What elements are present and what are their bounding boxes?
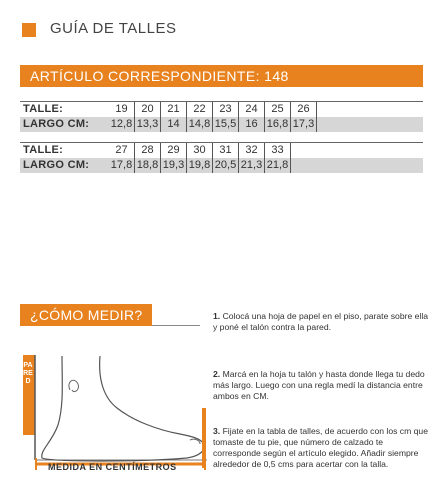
largo-row — [20, 117, 423, 132]
talle-cell: 32 — [239, 143, 265, 158]
largo-cell: 16,8 — [265, 117, 291, 132]
step-number: 2. — [213, 369, 221, 379]
step-text: Fijate en la tabla de talles, de acuerdo con los cm que tomaste de tu pie, que número de calzado te corresponde según el artículo elegido. Añadir siempre alrededor de 0,5 cms para acertar con la talla. — [213, 426, 428, 469]
step-3 — [213, 426, 428, 470]
step-number: 3. — [213, 426, 221, 436]
largo-cell: 21,3 — [239, 158, 265, 173]
largo-cell: 19,3 — [161, 158, 187, 173]
ankle-mark — [69, 380, 78, 391]
largo-label: LARGO CM: — [23, 159, 90, 171]
foot-illustration — [22, 350, 212, 480]
talle-row — [20, 143, 423, 158]
talle-cell: 19 — [109, 102, 135, 117]
step-1 — [213, 311, 428, 333]
largo-cells — [109, 158, 291, 173]
largo-cell: 16 — [239, 117, 265, 132]
article-banner: ARTÍCULO CORRESPONDIENTE: 148 — [20, 65, 423, 87]
talle-label: TALLE: — [23, 144, 64, 156]
largo-cell: 14,8 — [187, 117, 213, 132]
talle-cells — [109, 143, 291, 158]
talle-cell: 31 — [213, 143, 239, 158]
talle-cell: 33 — [265, 143, 291, 158]
measure-label: MEDIDA EN CENTÍMETROS — [48, 462, 177, 472]
talle-cell: 26 — [291, 102, 317, 117]
largo-row — [20, 158, 423, 173]
talle-row — [20, 102, 423, 117]
talle-cell: 24 — [239, 102, 265, 117]
header-accent-square — [22, 23, 36, 37]
talle-cell: 23 — [213, 102, 239, 117]
talle-cell: 20 — [135, 102, 161, 117]
talle-cell: 22 — [187, 102, 213, 117]
section-rule — [152, 325, 200, 326]
largo-cell: 17,8 — [109, 158, 135, 173]
talle-cell: 30 — [187, 143, 213, 158]
size-table-1 — [20, 102, 423, 132]
largo-label: LARGO CM: — [23, 118, 90, 130]
step-2 — [213, 369, 428, 402]
largo-cell: 21,8 — [265, 158, 291, 173]
largo-cell: 20,5 — [213, 158, 239, 173]
largo-cell: 12,8 — [109, 117, 135, 132]
talle-label: TALLE: — [23, 103, 64, 115]
wall-label: PARED — [23, 362, 33, 385]
largo-cell: 13,3 — [135, 117, 161, 132]
largo-cell: 19,8 — [187, 158, 213, 173]
largo-cells — [109, 117, 317, 132]
page-title: GUÍA DE TALLES — [50, 20, 177, 37]
talle-cell: 25 — [265, 102, 291, 117]
foot-outline — [42, 356, 205, 461]
step-text: Marcá en la hoja tu talón y hasta donde llega tu dedo más largo. Luego con una regla medí la distancia entre ambos en CM. — [213, 369, 425, 401]
largo-cell: 14 — [161, 117, 187, 132]
largo-cell: 17,3 — [291, 117, 317, 132]
largo-cell: 15,5 — [213, 117, 239, 132]
size-table-2 — [20, 143, 423, 173]
step-text: Colocá una hoja de papel en el piso, parate sobre ella y poné el talón contra la pared. — [213, 311, 429, 332]
talle-cell: 29 — [161, 143, 187, 158]
talle-cell: 28 — [135, 143, 161, 158]
how-to-measure-banner: ¿CÓMO MEDIR? — [20, 304, 152, 326]
largo-cell: 18,8 — [135, 158, 161, 173]
talle-cells — [109, 102, 317, 117]
talle-cell: 21 — [161, 102, 187, 117]
step-number: 1. — [213, 311, 221, 321]
talle-cell: 27 — [109, 143, 135, 158]
